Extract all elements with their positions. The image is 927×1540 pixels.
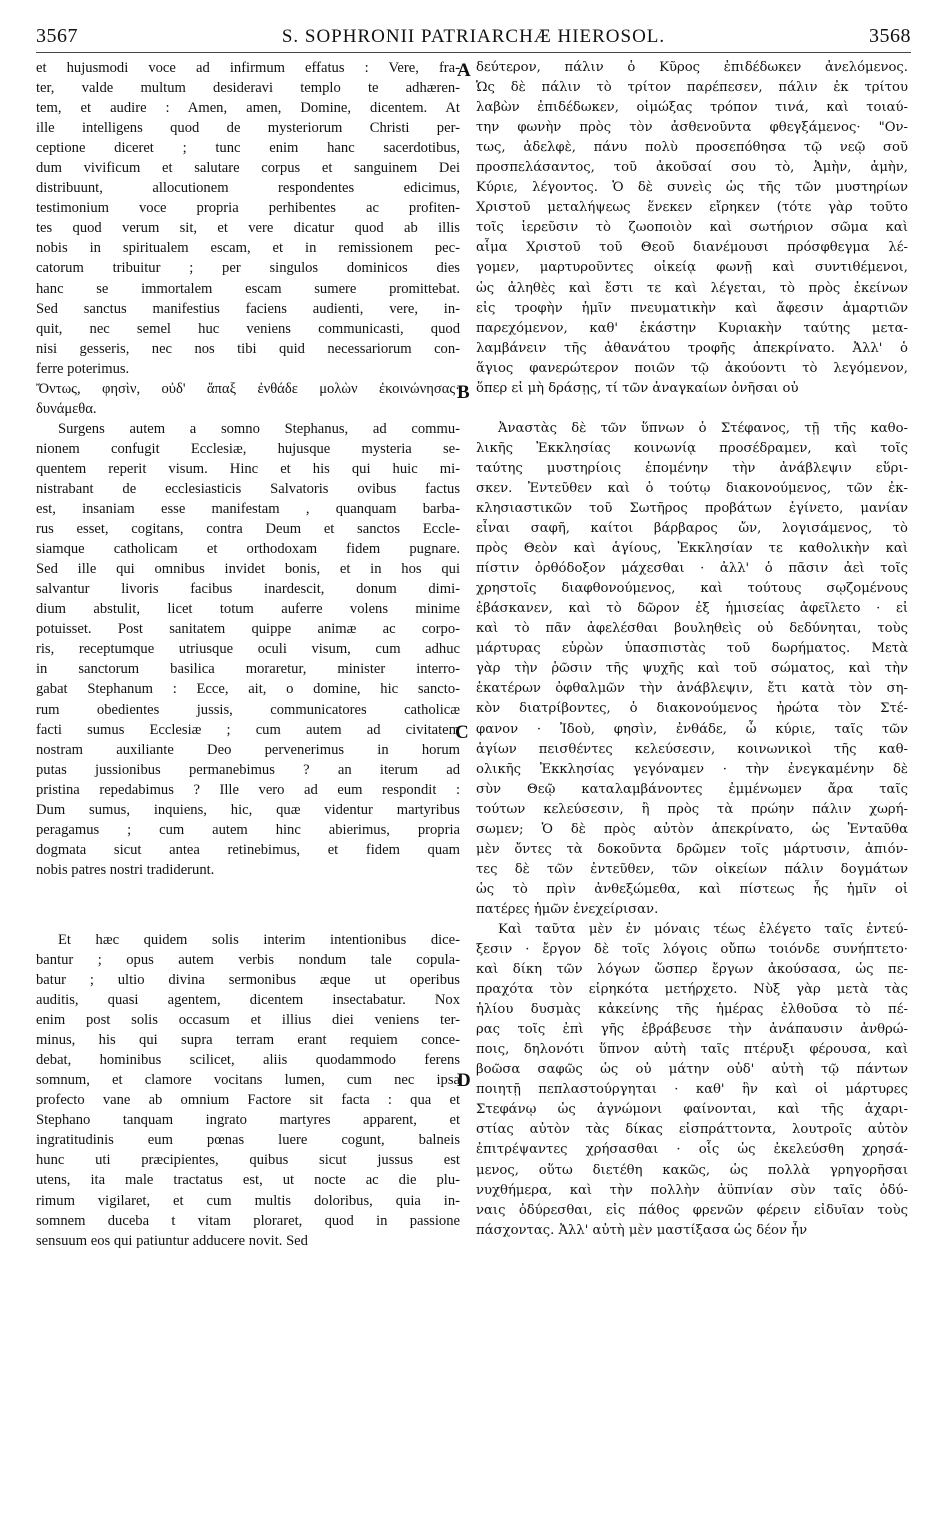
text-line: σὺν Θεῷ καταλαμβάνοντες ἐμμένωμεν ἄρα ταῖς [476,781,908,797]
text-line: ναις ὀδύρεσθαι, εἰς πάθος φρενῶν φέρειν εἰδυῖαν τοὺς [476,1202,908,1218]
text-line: γομεν, μαρτυροῦντες οἰκείᾳ φωνῇ καὶ συντιθέμενοι, [476,260,908,276]
text-line: σωμεν; Ὁ δὲ πρὸς αὐτὸν ἀπεκρίνατο, ὡς Ἐνταῦθα [476,821,908,837]
text-line: μάρτυρας εὑρὼν ὑπασπιστὰς τοῦ δωρήματος. Μετὰ [476,641,908,657]
greek-paragraph-3 [476,920,908,1241]
text-line: tem, et audire : Amen, amen, Domine, dicentem. At [36,100,460,117]
text-line: πραχότα τὸν εἰρηκότα μετήρχετο. Νὺξ γὰρ μετὰ τὰς [476,982,908,998]
text-line: σκεν. Ἐντεῦθεν καὶ ὁ τούτῳ διακονούμενος, τῶν ἐκ- [476,480,908,496]
text-line: ἐβάσκανεν, καὶ τὸ δῶρον ἐξ ἡμισείας ἀφεῖλετο · εἰ [476,601,908,617]
text-line: τες δὲ τῶν ἐντεῦθεν, τῶν οἰκείων πάλιν δογμάτων [476,861,908,877]
text-line: somnum, et clamore vocitans lumen, cum nec ipsa [36,1072,460,1089]
latin-paragraph-2 [36,419,460,880]
text-line: et hujusmodi voce ad infirmum effatus : Vere, fra- [36,60,460,76]
text-line: Κύριε, λέγοντος. Ὁ δὲ συνεὶς ὡς τῆς τῶν μυστηρίων [476,180,908,196]
header-rule [36,52,911,53]
text-line: ἑκατέρων ὀφθαλμῶν τὴν ἀνάβλεψιν, ἔτι κατὰ τὸν ση- [476,681,908,697]
text-line: nisi gesseris, nec nos tibi quid necessariorum con- [36,340,460,357]
text-line: Stephano tanquam ingrato martyres apparent, et [36,1112,460,1129]
text-line: ξεσιν · ἔργον δὲ τοῖς λόγοις οὔπω τοιόνδε συνήπτετο· [476,942,908,958]
text-line: πίστιν ὀρθόδοξον μάχεσθαι · ἀλλ' ὁ πᾶσιν ἀεὶ τοῖς [476,561,908,577]
text-line: προσπελάσαντος, τοῦ ἀκοῦσαί σου τὸ, Ἀμὴν, ἀμὴν, [476,160,908,176]
text-line: somnem duceba t vitam ploraret, quod in passione [36,1212,460,1229]
running-title: S. SOPHRONII PATRIARCHÆ HIEROSOL. [281,26,666,47]
text-line: salvantur livoris facibus inardescit, donum dimi- [36,581,460,598]
text-line: ταύτης μυστηρίοις ἑπομένην τὴν ἀνάβλεψιν εὕρι- [476,460,908,476]
text-line: enim post solis occasum et illius diei veniens ter- [36,1012,460,1029]
text-line: distribuunt, allocutionem respondentes edicimus, [36,180,460,197]
text-line: ἅγιος φανερώτερον ποιῶν τῷ ἀκούοντι τὸ λεγόμενον, [476,360,908,376]
text-line: δυνάμεθα. [36,400,97,417]
text-line: λαβὼν ἐπιδέδωκεν, οἰμώξας τρόπον τινά, καὶ τοιαύ- [476,100,908,116]
text-line: facti sumus Ecclesiæ ; cum autem ad civitatem [36,721,460,738]
text-line: ter, valde multum desideravi templo te adhæren- [36,80,460,97]
text-line: ἐπιτρέψαντες χρήσασθαι · οἷς ὡς ἐκελεύσθη χρησά- [476,1142,908,1158]
text-line: siamque catholicam et orthodoxam fidem pugnare. [36,541,460,558]
text-line: καὶ δίκη τῶν λόγων ὥσπερ ἔργων ἀκούσασα, ὡς πε- [476,962,908,978]
text-line: utens, ita male tractatus est, ut nocte ac die plu- [36,1172,460,1189]
text-line: debat, hominibus scilicet, aliis quodammodo ferens [36,1052,460,1069]
text-line: χρηστοῖς διαφθονούμενος, καὶ τούτους σῳζομένους [476,581,908,597]
text-line: αἷμα Χριστοῦ τοῦ Θεοῦ διανέμουσι πρόσφθεγμα λέ- [476,240,908,256]
text-line: Sed sanctus manifestius faciens audienti, vere, in- [36,300,460,317]
text-line: γὰρ τὴν ῥῶσιν τῆς ψυχῆς καὶ τοῦ σώματος, καὶ τὴν [476,661,908,677]
running-header [36,14,911,48]
text-line: φανον · Ἰδοὺ, φησὶν, ἐνθάδε, ὦ κύριε, ταῖς τῶν [476,721,908,737]
text-line: profecto vane ab omnium Factore sit facta : qua et [36,1092,460,1109]
section-marker-c: C [455,722,469,743]
text-line: sensuum eos qui patiuntur adducere novit. Sed [36,1232,308,1249]
text-line: Χριστοῦ μεταλήψεως ἕνεκεν εἴρηκεν (τότε γὰρ τοῦτο [476,200,908,216]
text-line: pristina repedabimus ? Ille vero ad eum respondit : [36,781,460,798]
latin-paragraph-3 [36,930,460,1251]
greek-paragraph-1 [476,58,908,399]
text-line: Ἀναστὰς δὲ τῶν ὕπνων ὁ Στέφανος, τῇ τῆς καθο- [498,420,908,436]
text-line: ολικῆς Ἐκκλησίας γεγόναμεν · τὴν ἐνεγκαμένην δὲ [476,761,908,777]
text-line: dogmata sicut antea retinebimus, et fidem quam [36,841,460,858]
section-marker-d: D [457,1070,471,1091]
text-line: κὸν διατρίβοντες, ὁ διακονούμενος ἠρώτα τὸν Στέ- [476,701,908,717]
text-line: τούτων κελεύσεσιν, ἢ πρὸς τὰ πρώην πάλιν χωρή- [476,801,908,817]
text-line: εἶναι σαφῆ, καίτοι βάρβαρος ὤν, λογισάμενος, τὸ [476,521,908,537]
text-line: ille intelligens quod de mysteriorum Christi per- [36,120,460,137]
text-line: ποις, δηλονότι ὕπνον αὐτὴ ταῖς πτέρυξι φέρουσα, καὶ [476,1042,908,1058]
text-line: hunc uti præcipientes, quibus sicut jussus est [36,1152,460,1169]
text-line: ποιητῇ πεπλαστούργηται · καθ' ἣν καὶ οἱ μάρτυρες [476,1082,908,1098]
text-line: ris, receptumque utriusque oculi visum, cum adhuc [36,641,460,658]
text-line: ὡς τὸ πρὶν ἀνθεξώμεθα, καὶ πίστεως ἧς ἡμῖν οἱ [476,881,908,897]
text-line: καὶ τὸ πᾶν ἀφελέσθαι βουληθεὶς οὐ δεδύνηται, τοὺς [476,621,908,637]
text-line: στίας αὐτὸν τὰς δίκας εἰσπράττοντα, λουτροῖς αὐτὸν [476,1122,908,1138]
page-number-left: 3567 [36,25,78,47]
text-line: rus esset, cogitans, contra Deum et sanctos Eccle- [36,521,460,538]
text-line: ρας τοῖς ἐπὶ γῆς ἐβράβευσε τὴν ἀνάπαυσιν ἀνθρώ- [476,1022,908,1038]
text-line: nobis patres nostri tradiderunt. [36,861,215,878]
text-line: μὲν ὄντες τὰ δοκοῦντα δρῶμεν τοῖς μάρτυσιν, ἀπιόν- [476,841,908,857]
text-line: ὡς ἀληθὲς καὶ ἔστι τε καὶ λέγεται, τὸ πρὸς ἐκείνων [476,280,908,296]
text-line: ὅπερ εἰ μὴ δράσῃς, τί τῶν ἀναγκαίων ὀνῆσαι οὐ [476,380,799,396]
text-line: tes quod verum sit, et vere dicatur quod ab illis [36,220,460,237]
text-line: κλησιαστικῶν τοῦ Σωτῆρος προβάτων ἐγίνετο, μανίαν [476,500,908,516]
text-line: Καὶ ταῦτα μὲν ἐν μόναις τέως ἐλέγετο ταῖς ἐντεύ- [498,921,908,937]
text-line: ingratitudinis eum pœnas luere cogunt, balneis [36,1132,460,1149]
section-marker-b: B [457,382,470,403]
latin-column [36,58,460,1251]
text-line: παρεχόμενον, καθ' ἑκάστην Κυριακὴν ταύτης μετα- [476,320,908,336]
text-line: πρὸς Θεὸν καὶ ἁγίους, Ἐκκλησίαν τε καθολικὴν καὶ [476,541,908,557]
text-line: dum vivificum et salutare corpus et sanguinem Dei [36,160,460,177]
text-line: Et hæc quidem solis interim intentionibus dice- [58,931,460,948]
text-line: Ὄντως, φησὶν, οὐδ' ἅπαξ ἐνθάδε μολὼν ἐκοινώνησας· [36,380,460,397]
text-line: bantur ; opus autem verbis nondum tale copula- [36,951,460,968]
text-line: rimum vigilaret, et cum multis doloribus, quia in- [36,1192,460,1209]
text-line: nobis in spiritualem escam, et in remissionem pec- [36,240,460,257]
greek-paragraph-2 [476,419,908,920]
text-line: nistrabant de ecclesiasticis Salvatoris ovibus factus [36,480,460,497]
text-line: putas jussionibus permanebimus ? an iterum ad [36,761,460,778]
text-line: νυχθήμερα, καὶ τὴν πολλὴν ἀϋπνίαν σὺν ταῖς ὀδύ- [476,1182,908,1198]
paragraph-spacer [36,880,460,930]
page-number-right: 3568 [869,25,911,47]
text-line: dium abstulit, licet totum auferre volens minime [36,601,460,618]
text-line: Surgens autem a somno Stephanus, ad commu- [58,420,460,437]
text-line: batur ; ultio divina sermonibus æque ut operibus [36,972,460,989]
text-line: nionem confugit Ecclesiæ, hujusque mysteria se- [36,440,460,457]
text-line: λαμβάνειν τῆς ἀθανάτου τροφῆς ἀπεκρίνατο. Ἀλλ' ὁ [476,340,908,356]
text-line: catorum tribuitur ; per singulos dominicos dies [36,260,460,277]
text-line: testimonium voce propria perhibentes ac profiten- [36,200,460,217]
text-line: εἰς τροφὴν ἡμῖν πνευματικὴν καὶ ἄφεσιν ἁμαρτιῶν [476,300,908,316]
greek-column [476,58,908,1241]
text-line: πατέρες ἡμῶν ἐνεχείρισαν. [476,901,659,917]
text-line: τοῖς ἱερεῦσιν τὸ ζωοποιὸν καὶ σωτήριον σῶμα καὶ [476,220,908,236]
text-line: Sed ille qui omnibus invidet bonis, et in hos qui [36,561,460,578]
text-line: ceptione diceret ; tunc enim hanc sacerdotibus, [36,140,460,157]
text-line: minus, his qui supra terram erant requiem conce- [36,1032,460,1049]
text-line: την φωνὴν πρὸς τὸν ἀσθενοῦντα φθεγξάμενος· "Ον- [476,120,908,136]
text-line: λικῆς Ἐκκλησίας κοινωνίᾳ προσέδραμεν, καὶ τοῖς [476,440,908,456]
text-line: Dum sumus, inquiens, hic, quæ videntur martyribus [36,801,460,818]
text-line: Ὡς δὲ πάλιν τὸ τρίτον παρέπεσεν, πάλιν ἐκ τρίτου [476,80,908,96]
paragraph-spacer [476,399,908,419]
text-line: quit, nec semel huc veniens communicasti, quod [36,320,460,337]
text-line: hanc se immortalem escam sumere promittebat. [36,280,460,297]
text-line: nostram auxiliante Deo pervenerimus in horum [36,741,460,758]
text-line: τως, ἀδελφὲ, πάνυ πολὺ προσεπόθησα τῷ νεῷ σοῦ [476,140,908,156]
text-line: ferre poterimus. [36,360,130,377]
text-line: in sanctorum basilica moraretur, minister interro- [36,661,460,678]
text-line: peragamus ; cum autem hinc abierimus, propria [36,821,460,838]
greek-quote [36,379,460,419]
text-line: πάσχοντας. Ἀλλ' αὐτὴ μὲν μαστίξασα ὡς δέον ἦν [476,1222,808,1238]
text-line: rum obedientes jussis, communicatores catholicæ [36,701,460,718]
text-line: auditis, quasi agentem, dicentem insectabatur. Nox [36,992,460,1009]
text-line: ἁγίων πεισθέντες κελεύσεσιν, κοινωνικοὶ τῆς καθ- [476,741,908,757]
text-line: gabat Stephanum : Ecce, ait, o domine, hic sancto- [36,681,460,698]
text-line: μενος, οὕτω διετέθη κακῶς, ὡς πολλὰ γρηγορῆσαι [476,1162,908,1178]
text-line: βοῶσα σαφῶς ὡς οὐ μάτην οὐδ' αὐτὴ τῷ πάντων [476,1062,908,1078]
text-line: δεύτερον, πάλιν ὁ Κῦρος ἐπιδέδωκεν ἀνελόμενος. [476,60,908,75]
section-marker-a: A [457,60,471,81]
text-line: quentem reperit visum. Hinc et his qui huic mi- [36,460,460,477]
latin-paragraph-1 [36,58,460,379]
text-line: est, insaniam esse manifestam , quanquam barba- [36,501,460,518]
text-line: potuisset. Post sanitatem quippe animæ ac corpo- [36,621,460,638]
text-line: Στεφάνῳ ὡς ἀγνώμονι φαίνονται, καὶ τῆς ἀχαρι- [476,1102,908,1118]
text-line: ἡλίου δυσμὰς κἀκείνης τῆς ἡμέρας ἐλθοῦσα τὸ πέ- [476,1002,908,1018]
